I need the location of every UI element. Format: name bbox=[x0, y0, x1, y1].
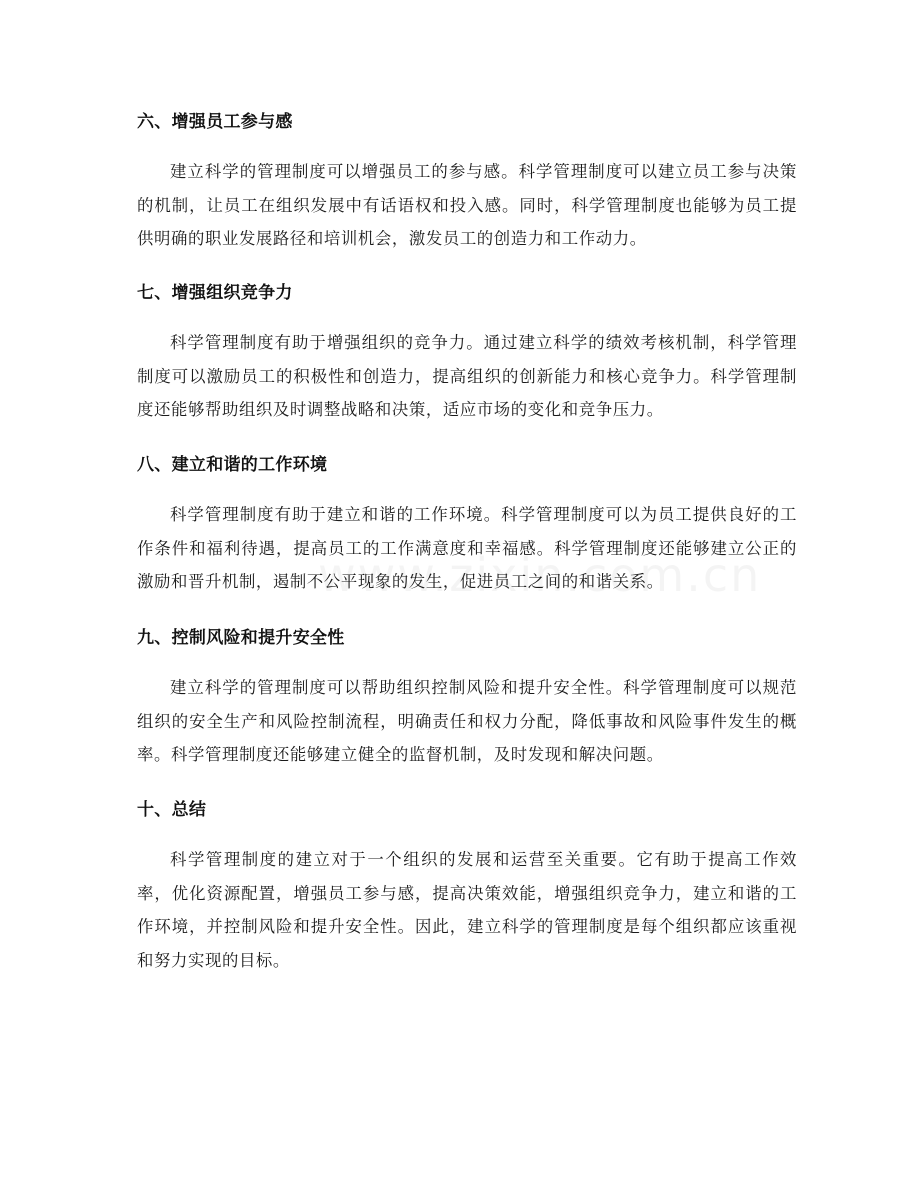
section-paragraph: 建立科学的管理制度可以帮助组织控制风险和提升安全性。科学管理制度可以规范组织的安全生产和风险控制流程，明确责任和权力分配，降低事故和风险事件发生的概率。科学管理制度还能够建立健全的监督机制，及时发现和解决问题。 bbox=[137, 678, 797, 764]
section-8 bbox=[137, 454, 797, 599]
section-paragraph: 科学管理制度的建立对于一个组织的发展和运营至关重要。它有助于提高工作效率，优化资源配置，增强员工参与感，提高决策效能，增强组织竞争力，建立和谐的工作环境，并控制风险和提升安全性。因此，建立科学的管理制度是每个组织都应该重视和努力实现的目标。 bbox=[137, 850, 797, 970]
section-heading: 十、总结 bbox=[137, 800, 207, 820]
section-6 bbox=[137, 111, 797, 256]
section-10 bbox=[137, 799, 797, 977]
section-heading: 九、控制风险和提升安全性 bbox=[137, 628, 345, 648]
section-paragraph: 建立科学的管理制度可以增强员工的参与感。科学管理制度可以建立员工参与决策的机制，让员工在组织发展中有话语权和投入感。同时，科学管理制度也能够为员工提供明确的职业发展路径和培训机会，激发员工的创造力和工作动力。 bbox=[137, 162, 797, 248]
section-9 bbox=[137, 627, 797, 772]
section-heading: 八、建立和谐的工作环境 bbox=[137, 455, 328, 475]
section-7 bbox=[137, 282, 797, 427]
section-heading: 六、增强员工参与感 bbox=[137, 112, 293, 132]
section-heading: 七、增强组织竞争力 bbox=[137, 283, 293, 303]
section-paragraph: 科学管理制度有助于建立和谐的工作环境。科学管理制度可以为员工提供良好的工作条件和福利待遇，提高员工的工作满意度和幸福感。科学管理制度还能够建立公正的激励和晋升机制，遏制不公平现象的发生，促进员工之间的和谐关系。 bbox=[137, 505, 797, 591]
section-paragraph: 科学管理制度有助于增强组织的竞争力。通过建立科学的绩效考核机制，科学管理制度可以激励员工的积极性和创造力，提高组织的创新能力和核心竞争力。科学管理制度还能够帮助组织及时调整战略和决策，适应市场的变化和竞争压力。 bbox=[137, 333, 797, 419]
